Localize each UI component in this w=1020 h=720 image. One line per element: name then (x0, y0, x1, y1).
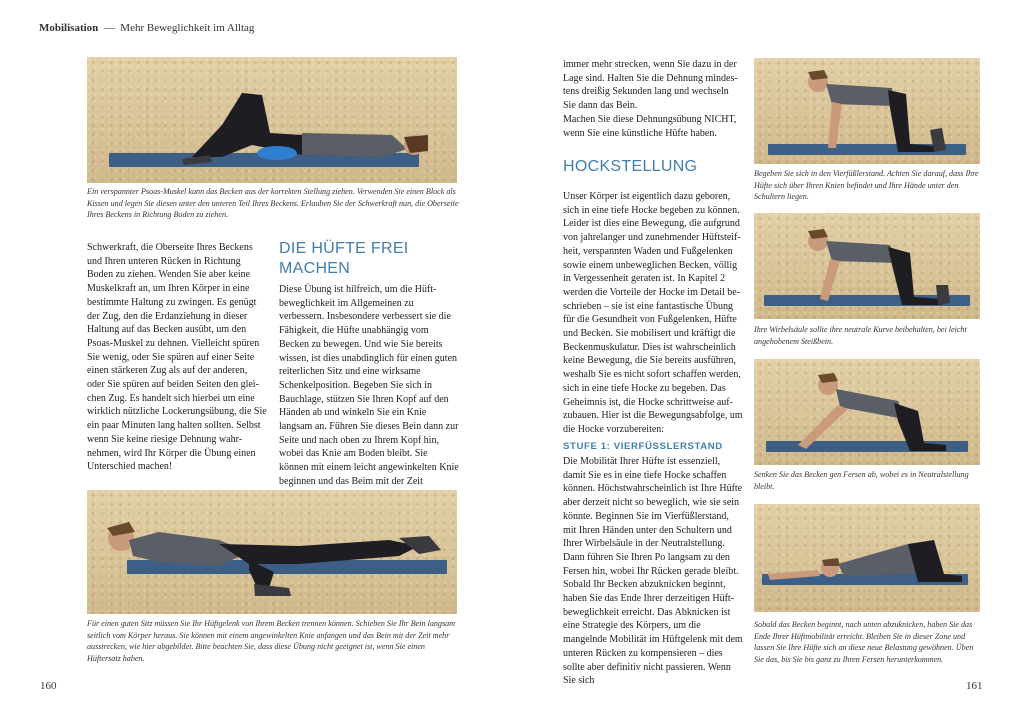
running-header-section: Mobilisation (39, 22, 99, 34)
body-text-col3-main: Unser Körper ist eigentlich dazu geboren, sich in eine tiefe Hocke begeben zu können. Leider ist dies eine Bewegung, die aufgrund von jahrelanger und zunehmender Hüftsteifheit, verspannten Waden und Fußgelenken sowie einem unbeweglichen Becken, völlig in Vergessenheit geraten ist. In Kapitel 2 werden die Vorteile der Hocke im Detail beschrieben – sie ist eine fantastische Übung für die Gesundheit von Fußgelenken, Hüfte und Becken. Sie mobilisert und kräftigt die Beckenmuskulatur. Dies ist wahrscheinlich keine Bewegung, die Sie bereits ausführen, weshalb Sie es nicht sofort schaffen werden, sich in eine tiefe Hocke zu begeben. Das Geheimnis ist, die Hocke schrittweise aufzubauen. Hier ist die Bewegungsabfolge, um die Hocke vorzubereiten: (563, 191, 743, 435)
caption-photo-hip-opener: Für einen guten Sitz müssen Sie Ihr Hüftgelenk von Ihrem Becken trennen können. Schieben Sie Ihr Bein langsam seitlich vom Körper heraus. Sie können mit einem angewinkelten Knie anfangen und das Bein mit der Zeit mehr ausstrecken, wie hier abgebildet. Bitte beachten Sie, dass diese Übung nicht geeignet ist, wenn Sie einen Hüftersatz haben. (87, 619, 456, 663)
person-lying-svg (182, 65, 432, 169)
body-text-col3-stage: Die Mobilität Ihrer Hüfte ist essenziell, damit Sie es in eine tiefe Hocke schaffen können. Höchstwahrscheinlich ist Ihre Hüfte aber derzeit nicht so beweglich, wie sie sein könnte. Beginnen Sie im Vierfüßlerstand, mit Ihren Händen unter den Schultern und Ihrer Wirbelsäule in der Neutralstellung. Dann führen Sie Ihren Po langsam zu den Fersen hin, wobei Ihr Rücken gerade bleibt. Sobald Ihr Becken abzuknicken beginnt, haben Sie das Ende Ihrer derzeitigen Hüftbeweglichkeit erreicht. Das Abknicken ist eine Strategie des Körpers, um die mangelnde Mobilität im Hüftgelenk mit dem unteren Rücken zu kompensieren – dies sollte aber definitiv nicht passieren. Wenn Sie sich (563, 456, 743, 687)
paragraph-hip-replacement-note: Machen Sie diese Dehnungsübung NICHT, wenn Sie eine künstliche Hüfte haben. (563, 113, 737, 139)
running-header-dash: — (103, 22, 115, 34)
subheading-stufe-1: STUFE 1: VIERFÜSSLERSTAND (563, 441, 723, 452)
person-prone-figure (99, 510, 449, 598)
person-quadruped-2-svg (802, 219, 952, 307)
photo-quadruped-2 (754, 213, 980, 319)
heading-die-huefte-frei-machen: DIE HÜFTE FREI MACHEN (279, 240, 409, 277)
heading-hockstellung: HOCKSTELLUNG (563, 158, 698, 175)
body-text-col1: Schwerkraft, die Oberseite Ihres Beckens und Ihren unteren Rücken in Richtung Boden zu ziehen. Wenden Sie aber keine Muskelkraft an, um Ihren Körper in eine bestimmte Haltung zu zwingen. Es genügt der Zug, den die Erdanziehung in dieser Haltung auf das Becken ausübt, um den Psoas-Muskel zu dehnen. Vielleicht spüren Sie wenig, oder Sie spüren auf einer Seite einen stärkeren Zug als auf der anderen, oder Sie spüren auf beiden Seiten den gleichen Zug. Es handelt sich hierbei um eine wirklich nützliche Lockerungsübung, die Sie ein paar Minuten lang halten sollten. Selbst wenn Sie keine riesige Dehnung wahrnehmen, wird Ihr Körper die Übung einen Unterschied machen! (87, 242, 267, 473)
person-quadruped-3-figure (794, 367, 954, 453)
caption-photo-psoas: Ein verspannter Psoas-Muskel kann das Becken aus der korrekten Stellung ziehen. Verwenden Sie einen Block als Kissen und legen Sie diesen unter den unteren Teil Ihres Beckens. Erlauben Sie der Schwerkraft nun, die Oberseite Ihres Beckens in Richtung Boden zu ziehen. (87, 187, 459, 219)
person-quadruped-svg (802, 64, 952, 154)
person-child-pose-svg (768, 534, 968, 586)
photo-quadruped-3 (754, 359, 980, 465)
person-prone-svg (99, 510, 449, 598)
photo-psoas-release (87, 57, 457, 183)
photo-quadruped-1 (754, 58, 980, 164)
paragraph-continuation: immer mehr strecken, wenn Sie dazu in der Lage sind. Halten Sie die Dehnung mindestens dreißig Sekunden lang und wechseln Sie dann das Bein. (563, 59, 738, 112)
person-child-pose-figure (768, 534, 968, 586)
running-header (39, 22, 254, 34)
page-number-left: 160 (40, 680, 57, 692)
page-number-right: 161 (966, 680, 983, 692)
running-header-subtitle: Mehr Beweglichkeit im Alltag (120, 22, 255, 34)
photo-hip-opener (87, 490, 457, 614)
body-text-col3-top (563, 58, 743, 140)
caption-photo-quadruped-1: Begeben Sie sich in den Vierfüßlerstand. Achten Sie darauf, dass Ihre Hüfte sich über Ihren Knien befindet und Ihre Hände unter den Schultern liegen. (754, 169, 979, 201)
caption-photo-quadruped-3: Senken Sie das Becken gen Fersen ab, wobei es in Neutralstellung bleibt. (754, 470, 969, 491)
body-text-col2: Diese Übung ist hilfreich, um die Hüftbeweglichkeit im Allgemeinen zu verbessern. Insbesondere verbessert sie die Fähigkeit, die Hüfte unabhängig vom Becken zu bewegen. Und wie Sie bereits wissen, ist dies unabdinglich für einen guten reiterlichen Sitz und eine wirksame Schenkelposition. Begeben Sie sich in Bauchlage, stützen Sie Ihren Kopf auf den Händen ab und winkeln Sie ein Knie langsam an. Führen Sie dieses Bein dann zur Seite und nach oben zu Ihrem Kopf hin, wobei das Knie am Boden bleibt. Sie können mit einem leicht angewinkelten Knie beginnen und das Beim mit der Zeit (279, 284, 459, 487)
person-quadruped-3-svg (794, 367, 954, 453)
photo-child-pose (754, 504, 980, 612)
person-lying-figure (182, 65, 432, 169)
person-quadruped-2-figure (802, 219, 952, 307)
caption-photo-quadruped-2: Ihre Wirbelsäule sollte ihre neutrale Kurve beibehalten, bei leicht angehobenem Steißbein. (754, 325, 967, 346)
caption-photo-child-pose: Sobald das Becken beginnt, nach unten abzuknicken, haben Sie das Ende Ihrer Hüftmobilität erreicht. Bleiben Sie in dieser Zone und lassen Sie Ihre Hüfte sich an diese neue Belastung gewöhnen. Üben Sie das, bis Sie bis ganz zu Ihren Fersen herunterkommen. (754, 620, 974, 664)
person-quadruped-figure (802, 64, 952, 154)
